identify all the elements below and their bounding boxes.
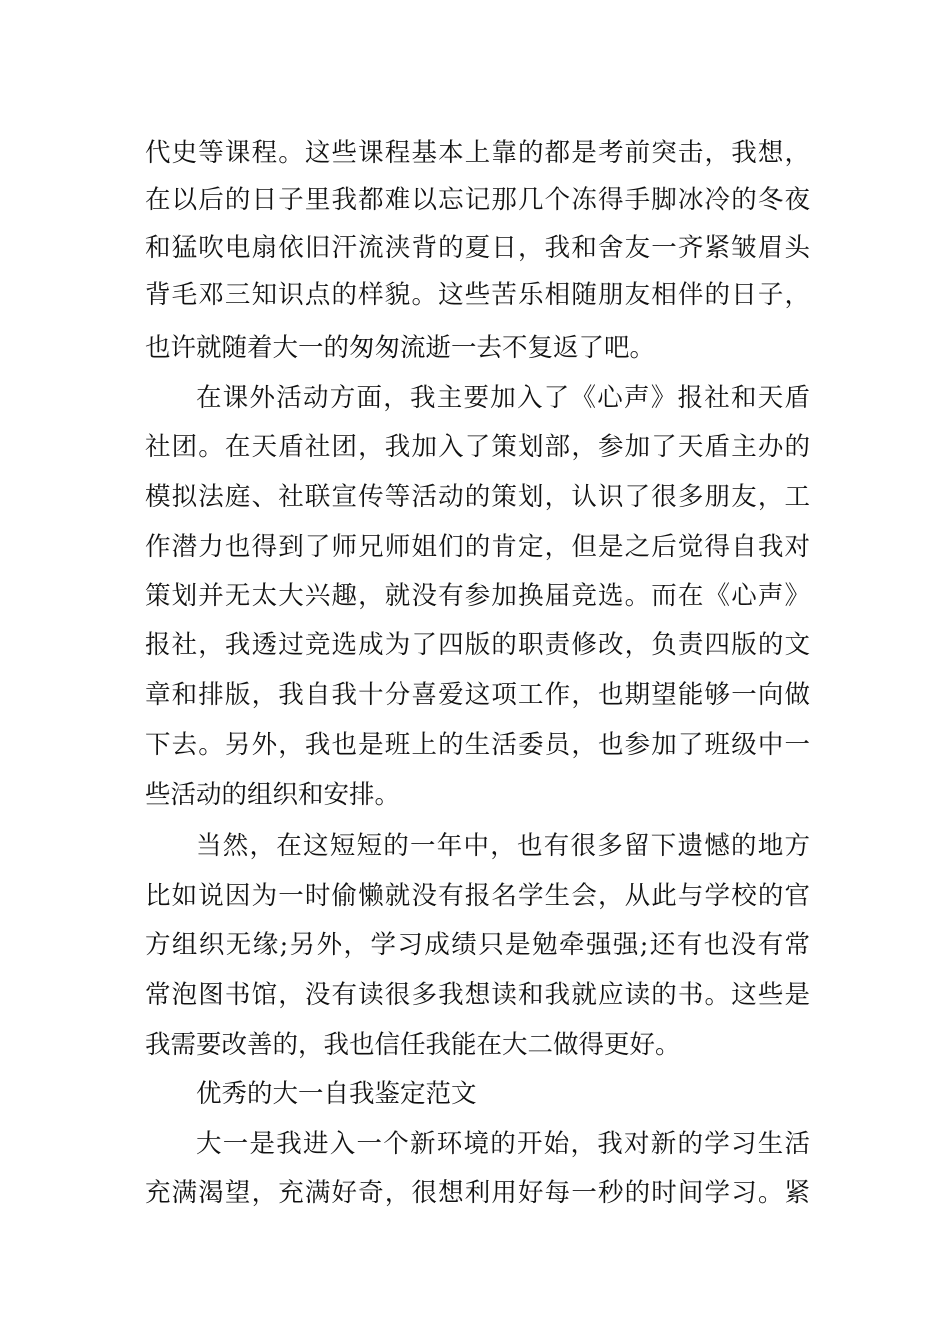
paragraph-first-line: 在课外活动方面，我主要加入了《心声》报社和天盾 [196,383,810,413]
text-line: 章和排版，我自我十分喜爱这项工作，也期望能够一向做 [145,680,810,710]
text-line: 下去。另外，我也是班上的生活委员，也参加了班级中一 [145,730,810,760]
paragraph-first-line: 大一是我进入一个新环境的开始，我对新的学习生活 [196,1129,810,1159]
text-line: 充满渴望，充满好奇，很想利用好每一秒的时间学习。紧 [145,1178,810,1208]
text-line: 也许就随着大一的匆匆流逝一去不复返了吧。 [145,333,656,363]
text-line: 方组织无缘;另外，学习成绩只是勉牵强强;还有也没有常 [145,930,810,960]
text-line: 在以后的日子里我都难以忘记那几个冻得手脚冰冷的冬夜 [145,185,810,215]
text-line: 代史等课程。这些课程基本上靠的都是考前突击，我想， [145,138,810,168]
text-line: 社团。在天盾社团，我加入了策划部，参加了天盾主办的 [145,432,810,462]
text-line: 和猛吹电扇依旧汗流浃背的夏日，我和舍友一齐紧皱眉头 [145,233,810,263]
text-line: 些活动的组织和安排。 [145,780,401,810]
text-line: 作潜力也得到了师兄师姐们的肯定，但是之后觉得自我对 [145,532,810,562]
section-heading: 优秀的大一自我鉴定范文 [196,1079,477,1109]
text-line: 比如说因为一时偷懒就没有报名学生会，从此与学校的官 [145,881,810,911]
paragraph-first-line: 当然，在这短短的一年中，也有很多留下遗憾的地方 [196,831,810,861]
text-line: 报社，我透过竞选成为了四版的职责修改，负责四版的文 [145,630,810,660]
text-line: 背毛邓三知识点的样貌。这些苦乐相随朋友相伴的日子， [145,280,810,310]
text-line: 我需要改善的，我也信任我能在大二做得更好。 [145,1030,681,1060]
text-line: 模拟法庭、社联宣传等活动的策划，认识了很多朋友，工 [145,482,810,512]
text-line: 策划并无太大兴趣，就没有参加换届竞选。而在《心声》 [145,581,810,611]
text-line: 常泡图书馆，没有读很多我想读和我就应读的书。这些是 [145,980,810,1010]
